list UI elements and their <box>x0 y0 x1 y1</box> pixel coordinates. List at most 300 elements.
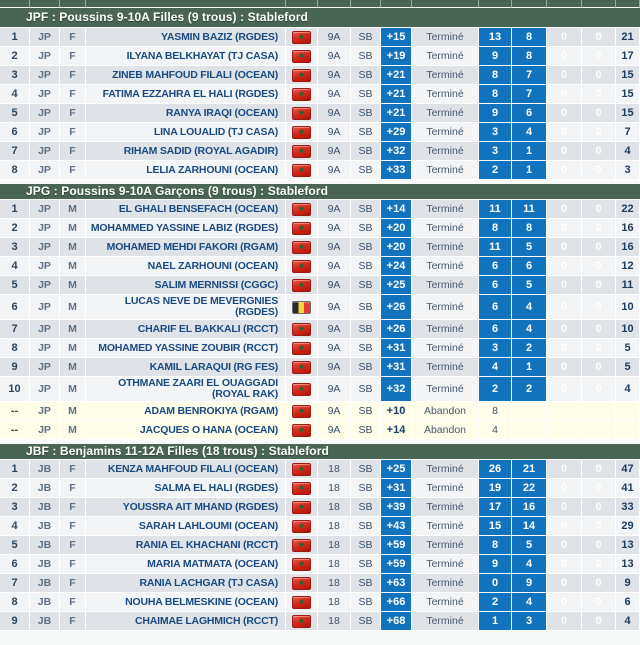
player-row[interactable] <box>0 295 640 320</box>
scoring-format-cell: SB <box>351 536 381 555</box>
rank-cell: 7 <box>0 574 30 593</box>
course-cell: 9A <box>318 123 351 142</box>
flag-cell <box>286 85 318 104</box>
strip-cell <box>582 0 616 8</box>
rank-cell: 8 <box>0 339 30 358</box>
player-name-cell[interactable]: MOHAMED YASSINE ZOUBIR (RCCT) <box>86 339 286 358</box>
round2-points-cell: 7 <box>512 66 547 85</box>
player-name-cell[interactable]: MARIA MATMATA (OCEAN) <box>86 555 286 574</box>
flag-cell <box>286 555 318 574</box>
strip-cell <box>616 0 640 8</box>
score-to-par-cell: +68 <box>381 612 412 631</box>
round3-points-cell: 0 <box>547 517 582 536</box>
player-name-cell[interactable]: JACQUES O HANA (OCEAN) <box>86 421 286 440</box>
flag-cell <box>286 123 318 142</box>
section-title: JBF : Benjamins 11-12A Filles (18 trous) : Stableford <box>26 444 329 458</box>
course-cell: 9A <box>318 377 351 402</box>
round3-points-cell: 0 <box>547 276 582 295</box>
player-row[interactable] <box>0 498 640 517</box>
gender-cell: M <box>60 200 86 219</box>
player-row[interactable] <box>0 377 640 402</box>
rank-cell: 4 <box>0 85 30 104</box>
score-to-par-cell: +39 <box>381 498 412 517</box>
player-name-cell[interactable]: YOUSSRA AIT MHAND (RGDES) <box>86 498 286 517</box>
rank-cell: 3 <box>0 66 30 85</box>
gender-cell: M <box>60 295 86 320</box>
player-row[interactable] <box>0 200 640 219</box>
status-cell: Terminé <box>412 612 479 631</box>
player-name-cell[interactable]: KAMIL LARAQUI (RG FES) <box>86 358 286 377</box>
flag-cell <box>286 593 318 612</box>
round4-points-cell: 0 <box>582 161 616 180</box>
round2-points-cell: 5 <box>512 536 547 555</box>
player-name-cell[interactable]: CHARIF EL BAKKALI (RCCT) <box>86 320 286 339</box>
gender-cell: M <box>60 358 86 377</box>
score-to-par-cell: +43 <box>381 517 412 536</box>
gender-cell: F <box>60 104 86 123</box>
category-cell: JP <box>30 377 60 402</box>
course-cell: 9A <box>318 320 351 339</box>
player-name-cell[interactable]: OTHMANE ZAARI EL OUAGGADI (ROYAL RAK) <box>86 377 286 402</box>
status-cell: Terminé <box>412 238 479 257</box>
morocco-flag-icon <box>292 107 311 120</box>
round4-points-cell: 0 <box>582 377 616 402</box>
status-cell: Terminé <box>412 536 479 555</box>
scoring-format-cell: SB <box>351 479 381 498</box>
gender-cell: M <box>60 402 86 421</box>
player-name-cell[interactable]: SALIM MERNISSI (CGGC) <box>86 276 286 295</box>
course-cell: 18 <box>318 536 351 555</box>
course-cell: 9A <box>318 47 351 66</box>
morocco-flag-icon <box>292 482 311 495</box>
player-name-cell[interactable]: RANYA IRAQI (OCEAN) <box>86 104 286 123</box>
course-cell: 18 <box>318 460 351 479</box>
scoring-format-cell: SB <box>351 421 381 440</box>
round3-points-cell: 0 <box>547 377 582 402</box>
rank-cell: 3 <box>0 498 30 517</box>
round1-points-cell: 9 <box>479 47 512 66</box>
round2-points-cell: 3 <box>512 612 547 631</box>
morocco-flag-icon <box>292 520 311 533</box>
morocco-flag-icon <box>292 260 311 273</box>
player-name-cell[interactable]: ILYANA BELKHAYAT (TJ CASA) <box>86 47 286 66</box>
flag-cell <box>286 161 318 180</box>
player-row[interactable] <box>0 555 640 574</box>
round1-points-cell: 6 <box>479 320 512 339</box>
strip-cell <box>512 0 547 8</box>
flag-cell <box>286 421 318 440</box>
round2-points-cell: 8 <box>512 219 547 238</box>
morocco-flag-icon <box>292 558 311 571</box>
morocco-flag-icon <box>292 279 311 292</box>
player-row[interactable] <box>0 28 640 47</box>
score-to-par-cell: +31 <box>381 358 412 377</box>
round1-points-cell: 0 <box>479 574 512 593</box>
round3-points-cell: 0 <box>547 320 582 339</box>
flag-cell <box>286 276 318 295</box>
gender-cell: F <box>60 142 86 161</box>
score-to-par-cell: +21 <box>381 104 412 123</box>
flag-cell <box>286 47 318 66</box>
strip-cell <box>318 0 351 8</box>
round3-points-cell: 0 <box>547 104 582 123</box>
category-cell: JB <box>30 479 60 498</box>
morocco-flag-icon <box>292 31 311 44</box>
course-cell: 9A <box>318 28 351 47</box>
round3-points-cell: 0 <box>547 555 582 574</box>
player-row[interactable] <box>0 47 640 66</box>
player-row[interactable] <box>0 460 640 479</box>
round4-points-cell: 0 <box>582 612 616 631</box>
rank-cell: 5 <box>0 536 30 555</box>
round2-points-cell: 21 <box>512 460 547 479</box>
player-row[interactable] <box>0 574 640 593</box>
round2-points-cell: 9 <box>512 574 547 593</box>
player-name-cell[interactable]: NAEL ZARHOUNI (OCEAN) <box>86 257 286 276</box>
gender-cell: F <box>60 498 86 517</box>
player-row[interactable] <box>0 536 640 555</box>
round2-points-cell: 6 <box>512 104 547 123</box>
scoring-format-cell: SB <box>351 402 381 421</box>
morocco-flag-icon <box>292 126 311 139</box>
gender-cell: F <box>60 555 86 574</box>
rank-cell: 6 <box>0 295 30 320</box>
section-header-row <box>0 180 640 200</box>
section-header-cell <box>0 8 640 28</box>
scoring-format-cell: SB <box>351 593 381 612</box>
gender-cell: F <box>60 460 86 479</box>
round4-points-cell <box>582 421 616 440</box>
status-cell: Terminé <box>412 574 479 593</box>
round3-points-cell: 0 <box>547 536 582 555</box>
round4-points-cell: 0 <box>582 517 616 536</box>
category-cell: JP <box>30 295 60 320</box>
round1-points-cell: 2 <box>479 161 512 180</box>
scoring-format-cell: SB <box>351 238 381 257</box>
round2-points-cell: 22 <box>512 479 547 498</box>
round1-points-cell: 2 <box>479 377 512 402</box>
flag-cell <box>286 612 318 631</box>
strip-cell <box>351 0 381 8</box>
round1-points-cell: 6 <box>479 276 512 295</box>
morocco-flag-icon <box>292 88 311 101</box>
gender-cell: F <box>60 66 86 85</box>
player-name-cell[interactable]: LELIA ZARHOUNI (OCEAN) <box>86 161 286 180</box>
score-to-par-cell: +25 <box>381 460 412 479</box>
round4-points-cell: 0 <box>582 28 616 47</box>
score-to-par-cell: +14 <box>381 200 412 219</box>
status-cell: Terminé <box>412 28 479 47</box>
morocco-flag-icon <box>292 596 311 609</box>
round2-points-cell: 8 <box>512 47 547 66</box>
strip-cell <box>381 0 412 8</box>
player-row[interactable] <box>0 421 640 440</box>
gender-cell: F <box>60 123 86 142</box>
round3-points-cell: 0 <box>547 219 582 238</box>
status-cell: Terminé <box>412 123 479 142</box>
course-cell: 9A <box>318 219 351 238</box>
player-name-cell[interactable]: NOUHA BELMESKINE (OCEAN) <box>86 593 286 612</box>
flag-cell <box>286 479 318 498</box>
rank-cell: 1 <box>0 460 30 479</box>
round1-points-cell: 13 <box>479 28 512 47</box>
status-cell: Terminé <box>412 377 479 402</box>
round4-points-cell: 0 <box>582 498 616 517</box>
rank-cell: 8 <box>0 161 30 180</box>
category-cell: JP <box>30 28 60 47</box>
status-cell: Terminé <box>412 66 479 85</box>
player-row[interactable] <box>0 219 640 238</box>
status-cell: Terminé <box>412 47 479 66</box>
round2-points-cell: 2 <box>512 339 547 358</box>
round1-points-cell: 3 <box>479 339 512 358</box>
flag-cell <box>286 339 318 358</box>
player-name-cell[interactable]: KENZA MAHFOUD FILALI (OCEAN) <box>86 460 286 479</box>
status-cell: Terminé <box>412 460 479 479</box>
round1-points-cell: 17 <box>479 498 512 517</box>
rank-cell: 6 <box>0 123 30 142</box>
strip-cell <box>547 0 582 8</box>
section-header-cell <box>0 440 640 460</box>
course-cell: 9A <box>318 295 351 320</box>
morocco-flag-icon <box>292 424 311 437</box>
scoring-format-cell: SB <box>351 574 381 593</box>
score-to-par-cell: +32 <box>381 377 412 402</box>
player-row[interactable] <box>0 276 640 295</box>
category-cell: JP <box>30 358 60 377</box>
round3-points-cell: 0 <box>547 574 582 593</box>
round1-points-cell: 3 <box>479 142 512 161</box>
flag-cell <box>286 104 318 123</box>
round3-points-cell: 0 <box>547 142 582 161</box>
round2-points-cell: 4 <box>512 295 547 320</box>
round1-points-cell: 2 <box>479 593 512 612</box>
player-row[interactable] <box>0 593 640 612</box>
category-cell: JB <box>30 536 60 555</box>
player-row[interactable] <box>0 142 640 161</box>
player-row[interactable] <box>0 238 640 257</box>
morocco-flag-icon <box>292 222 311 235</box>
round2-points-cell: 1 <box>512 161 547 180</box>
player-row[interactable] <box>0 104 640 123</box>
total-points-cell: 4 <box>616 377 640 402</box>
gender-cell: F <box>60 28 86 47</box>
player-name-cell[interactable]: ADAM BENROKIYA (RGAM) <box>86 402 286 421</box>
course-cell: 9A <box>318 66 351 85</box>
player-row[interactable] <box>0 161 640 180</box>
round3-points-cell: 0 <box>547 66 582 85</box>
category-cell: JP <box>30 276 60 295</box>
category-cell: JB <box>30 555 60 574</box>
round3-points-cell: 0 <box>547 612 582 631</box>
gender-cell: F <box>60 85 86 104</box>
player-row[interactable] <box>0 479 640 498</box>
player-name-cell[interactable]: EL GHALI BENSEFACH (OCEAN) <box>86 200 286 219</box>
round2-points-cell: 16 <box>512 498 547 517</box>
score-to-par-cell: +59 <box>381 555 412 574</box>
round4-points-cell: 0 <box>582 320 616 339</box>
scoring-format-cell: SB <box>351 66 381 85</box>
player-name-cell[interactable]: SALMA EL HALI (RGDES) <box>86 479 286 498</box>
category-cell: JB <box>30 517 60 536</box>
status-cell: Terminé <box>412 161 479 180</box>
flag-cell <box>286 219 318 238</box>
rank-cell: -- <box>0 421 30 440</box>
round3-points-cell <box>547 421 582 440</box>
course-cell: 18 <box>318 612 351 631</box>
player-name-cell[interactable]: RANIA LACHGAR (TJ CASA) <box>86 574 286 593</box>
player-row[interactable] <box>0 85 640 104</box>
course-cell: 9A <box>318 276 351 295</box>
total-points-cell: 7 <box>616 123 640 142</box>
player-name-cell[interactable]: LUCAS NEVE DE MEVERGNIES (RGDES) <box>86 295 286 320</box>
flag-cell <box>286 574 318 593</box>
round4-points-cell: 0 <box>582 238 616 257</box>
player-name-cell[interactable]: CHAIMAE LAGHMICH (RCCT) <box>86 612 286 631</box>
player-row[interactable] <box>0 123 640 142</box>
category-cell: JP <box>30 219 60 238</box>
course-cell: 9A <box>318 339 351 358</box>
round4-points-cell: 0 <box>582 66 616 85</box>
total-points-cell: 33 <box>616 498 640 517</box>
flag-cell <box>286 200 318 219</box>
player-name-cell[interactable]: YASMIN BAZIZ (RGDES) <box>86 28 286 47</box>
morocco-flag-icon <box>292 69 311 82</box>
total-points-cell: 21 <box>616 28 640 47</box>
total-points-cell <box>616 421 640 440</box>
round2-points-cell: 4 <box>512 320 547 339</box>
player-name-cell[interactable]: RIHAM SADID (ROYAL AGADIR) <box>86 142 286 161</box>
total-points-cell: 12 <box>616 257 640 276</box>
gender-cell: M <box>60 276 86 295</box>
total-points-cell: 13 <box>616 555 640 574</box>
strip-cell <box>30 0 60 8</box>
rank-cell: 7 <box>0 142 30 161</box>
strip-cell <box>479 0 512 8</box>
status-cell: Terminé <box>412 257 479 276</box>
flag-cell <box>286 257 318 276</box>
score-to-par-cell: +26 <box>381 320 412 339</box>
total-points-cell: 15 <box>616 85 640 104</box>
total-points-cell: 47 <box>616 460 640 479</box>
table-top-strip <box>0 0 640 8</box>
strip-cell <box>412 0 479 8</box>
gender-cell: M <box>60 257 86 276</box>
round3-points-cell: 0 <box>547 295 582 320</box>
player-row[interactable] <box>0 257 640 276</box>
score-to-par-cell: +25 <box>381 276 412 295</box>
total-points-cell: 41 <box>616 479 640 498</box>
player-name-cell[interactable]: LINA LOUALID (TJ CASA) <box>86 123 286 142</box>
section-header-row <box>0 440 640 460</box>
player-name-cell[interactable]: ZINEB MAHFOUD FILALI (OCEAN) <box>86 66 286 85</box>
player-row[interactable] <box>0 612 640 631</box>
morocco-flag-icon <box>292 145 311 158</box>
flag-cell <box>286 517 318 536</box>
round4-points-cell: 0 <box>582 295 616 320</box>
flag-cell <box>286 498 318 517</box>
score-to-par-cell: +32 <box>381 142 412 161</box>
round1-points-cell: 8 <box>479 66 512 85</box>
round3-points-cell: 0 <box>547 85 582 104</box>
player-row[interactable] <box>0 358 640 377</box>
round3-points-cell <box>547 402 582 421</box>
player-row[interactable] <box>0 339 640 358</box>
round1-points-cell: 9 <box>479 104 512 123</box>
total-points-cell: 10 <box>616 320 640 339</box>
round4-points-cell: 0 <box>582 339 616 358</box>
status-cell: Terminé <box>412 200 479 219</box>
rank-cell: 4 <box>0 517 30 536</box>
round3-points-cell: 0 <box>547 479 582 498</box>
course-cell: 9A <box>318 104 351 123</box>
course-cell: 18 <box>318 555 351 574</box>
total-points-cell: 6 <box>616 593 640 612</box>
score-to-par-cell: +59 <box>381 536 412 555</box>
morocco-flag-icon <box>292 203 311 216</box>
player-name-cell[interactable]: FATIMA EZZAHRA EL HALI (RGDES) <box>86 85 286 104</box>
player-row[interactable] <box>0 320 640 339</box>
gender-cell: F <box>60 574 86 593</box>
player-row[interactable] <box>0 402 640 421</box>
round3-points-cell: 0 <box>547 339 582 358</box>
scoring-format-cell: SB <box>351 200 381 219</box>
total-points-cell: 29 <box>616 517 640 536</box>
total-points-cell: 22 <box>616 200 640 219</box>
round1-points-cell: 6 <box>479 295 512 320</box>
rank-cell: 2 <box>0 47 30 66</box>
gender-cell: F <box>60 47 86 66</box>
category-cell: JP <box>30 123 60 142</box>
total-points-cell: 16 <box>616 238 640 257</box>
status-cell: Terminé <box>412 219 479 238</box>
score-to-par-cell: +21 <box>381 66 412 85</box>
gender-cell: F <box>60 593 86 612</box>
scoring-format-cell: SB <box>351 276 381 295</box>
round4-points-cell: 0 <box>582 460 616 479</box>
category-cell: JP <box>30 85 60 104</box>
round4-points-cell <box>582 402 616 421</box>
category-cell: JP <box>30 142 60 161</box>
morocco-flag-icon <box>292 615 311 628</box>
round1-points-cell: 4 <box>479 358 512 377</box>
rank-cell: 10 <box>0 377 30 402</box>
rank-cell: 9 <box>0 612 30 631</box>
course-cell: 18 <box>318 498 351 517</box>
course-cell: 18 <box>318 479 351 498</box>
round3-points-cell: 0 <box>547 200 582 219</box>
player-name-cell[interactable]: MOHAMMED YASSINE LABIZ (RGDES) <box>86 219 286 238</box>
round4-points-cell: 0 <box>582 47 616 66</box>
round2-points-cell: 14 <box>512 517 547 536</box>
gender-cell: M <box>60 219 86 238</box>
morocco-flag-icon <box>292 164 311 177</box>
player-row[interactable] <box>0 66 640 85</box>
total-points-cell: 17 <box>616 47 640 66</box>
round2-points-cell: 1 <box>512 142 547 161</box>
player-name-cell[interactable]: MOHAMED MEHDI FAKORI (RGAM) <box>86 238 286 257</box>
status-cell: Terminé <box>412 295 479 320</box>
round3-points-cell: 0 <box>547 257 582 276</box>
player-row[interactable] <box>0 517 640 536</box>
status-cell: Terminé <box>412 593 479 612</box>
player-name-cell[interactable]: SARAH LAHLOUMI (OCEAN) <box>86 517 286 536</box>
round1-points-cell: 3 <box>479 123 512 142</box>
total-points-cell <box>616 402 640 421</box>
total-points-cell: 3 <box>616 161 640 180</box>
category-cell: JP <box>30 104 60 123</box>
player-name-cell[interactable]: RANIA EL KHACHANI (RCCT) <box>86 536 286 555</box>
